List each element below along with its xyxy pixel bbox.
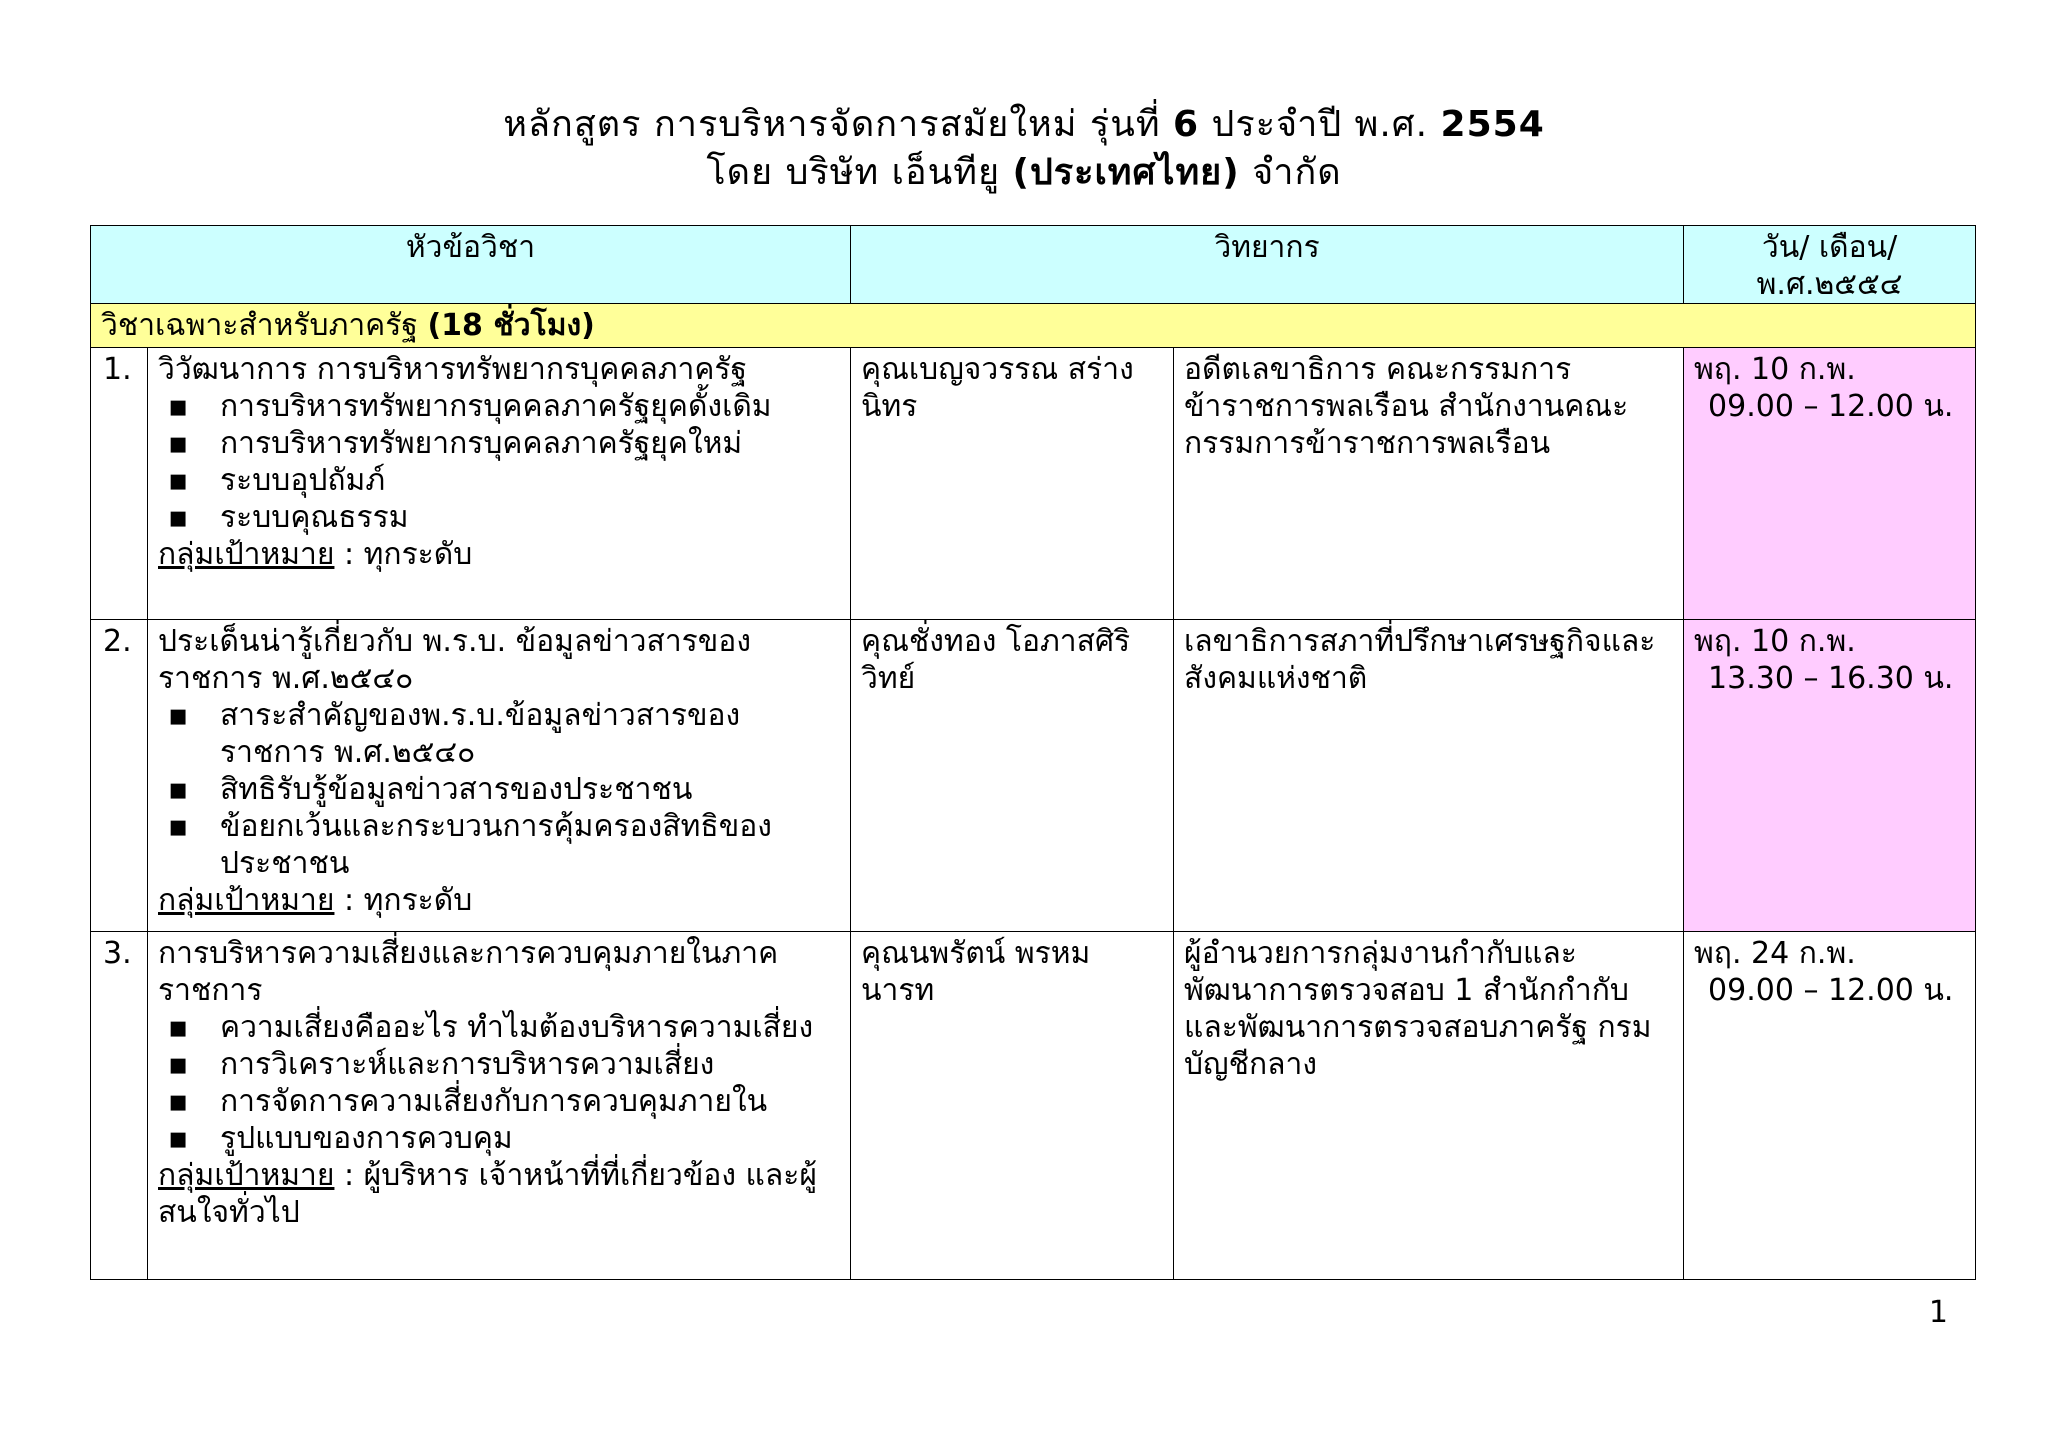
course-title: การบริหารความเสี่ยงและการควบคุมภายในภาคราชการ [158,936,779,1008]
section-hours: (18 [427,308,483,343]
session-datetime [1684,620,1976,932]
page-number: 1 [1928,1295,1948,1330]
topic-bullet [158,697,840,771]
topic-bullet [158,808,840,882]
topic-bullet [158,462,840,499]
course-topic [148,932,851,1280]
topic-bullet [158,1120,840,1157]
speaker-position: อดีตเลขาธิการ คณะกรรมการข้าราชการพลเรือน สำนักงานคณะกรรมการข้าราชการพลเรือน [1174,348,1684,620]
bullet-text: ระบบอุปถัมภ์ [220,463,386,498]
bullet-icon: ▪ [168,500,189,535]
course-topic [148,348,851,620]
header-row [91,226,1976,304]
target-value: : ผู้บริหาร เจ้าหน้าที่ที่เกี่ยวข้อง และผู้สนใจทั่วไป [158,1158,817,1230]
title-year: 2554 [1440,104,1545,145]
schedule-table [90,225,1976,1280]
bullet-icon: ▪ [168,463,189,498]
target-group [158,536,840,573]
topic-bullet [158,1046,840,1083]
course-number: 2. [91,620,148,932]
topic-bullet [158,425,840,462]
title-generation: 6 [1173,104,1200,145]
bullet-icon: ▪ [168,772,189,807]
topic-bullet [158,499,840,536]
speaker-position: ผู้อำนวยการกลุ่มงานกำกับและพัฒนาการตรวจสอบ 1 สำนักกำกับและพัฒนาการตรวจสอบภาครัฐ กรมบัญชีกลาง [1174,932,1684,1280]
subtitle-suffix: จำกัด [1239,152,1342,193]
session-time: 09.00 – 12.00 น. [1708,973,1954,1008]
course-topic [148,620,851,932]
section-text: วิชาเฉพาะสำหรับภาครัฐ [101,308,428,343]
session-date: พฤ. 24 ก.พ. [1694,936,1856,971]
bullet-text: การบริหารทรัพยากรบุคคลภาครัฐยุคดั้งเดิม [220,389,772,424]
speaker-position: เลขาธิการสภาที่ปรึกษาเศรษฐกิจและสังคมแห่งชาติ [1174,620,1684,932]
bullet-text: การจัดการความเสี่ยงกับการควบคุมภายใน [220,1084,768,1119]
course-row [91,348,1976,620]
header-speaker: วิทยากร [851,226,1684,304]
bullet-icon: ▪ [168,1010,189,1045]
course-row [91,620,1976,932]
course-number: 3. [91,932,148,1280]
title-text-mid: ประจำปี พ.ศ. [1199,104,1441,145]
subtitle-text: โดย บริษัท เอ็นทียู [706,152,1013,193]
bullet-text: ความเสี่ยงคืออะไร ทำไมต้องบริหารความเสี่ยง [220,1010,814,1045]
subtitle-bold: (ประเทศไทย) [1012,152,1240,193]
topic-bullet [158,771,840,808]
bullet-text: ระบบคุณธรรม [220,500,409,535]
bullet-text: สิทธิรับรู้ข้อมูลข่าวสารของประชาชน [220,772,693,807]
topic-bullet [158,1083,840,1120]
bullet-icon: ▪ [168,389,189,424]
target-label: กลุ่มเป้าหมาย [158,537,335,572]
section-row [91,304,1976,348]
bullet-icon: ▪ [168,1121,189,1156]
bullet-text: รูปแบบของการควบคุม [220,1121,513,1156]
bullet-text: สาระสำคัญของพ.ร.บ.ข้อมูลข่าวสารของราชการ พ.ศ.๒๕๔๐ [220,698,741,770]
bullet-text: การวิเคราะห์และการบริหารความเสี่ยง [220,1047,715,1082]
course-row [91,932,1976,1280]
session-datetime [1684,932,1976,1280]
target-value: : ทุกระดับ [334,537,473,572]
target-label: กลุ่มเป้าหมาย [158,1158,335,1193]
bullet-icon: ▪ [168,1084,189,1119]
section-title [91,304,1976,348]
session-datetime [1684,348,1976,620]
bullet-icon: ▪ [168,809,189,844]
speaker-name: คุณชั่งทอง โอภาสศิริวิทย์ [851,620,1174,932]
topic-bullet [158,388,840,425]
target-value: : ทุกระดับ [334,883,473,918]
target-label: กลุ่มเป้าหมาย [158,883,335,918]
document-subtitle [0,143,2048,200]
speaker-name: คุณเบญจวรรณ สร่างนิทร [851,348,1174,620]
section-hours-unit: ชั่วโมง) [482,308,595,343]
bullet-icon: ▪ [168,698,189,733]
session-date: พฤ. 10 ก.พ. [1694,624,1856,659]
header-date: วัน/ เดือน/ พ.ศ.๒๕๕๔ [1684,226,1976,304]
course-title: ประเด็นน่ารู้เกี่ยวกับ พ.ร.บ. ข้อมูลข่าวสารของราชการ พ.ศ.๒๕๔๐ [158,624,751,696]
header-topic: หัวข้อวิชา [91,226,851,304]
speaker-name: คุณนพรัตน์ พรหมนารท [851,932,1174,1280]
course-number: 1. [91,348,148,620]
session-time: 13.30 – 16.30 น. [1708,661,1954,696]
target-group [158,882,840,919]
bullet-icon: ▪ [168,426,189,461]
topic-bullet [158,1009,840,1046]
bullet-text: ข้อยกเว้นและกระบวนการคุ้มครองสิทธิของประชาชน [220,809,772,881]
title-text: หลักสูตร การบริหารจัดการสมัยใหม่ รุ่นที่ [503,104,1173,145]
target-group [158,1157,840,1231]
bullet-icon: ▪ [168,1047,189,1082]
session-time: 09.00 – 12.00 น. [1708,389,1954,424]
session-date: พฤ. 10 ก.พ. [1694,352,1856,387]
course-title: วิวัฒนาการ การบริหารทรัพยากรบุคคลภาครัฐ [158,352,748,387]
bullet-text: การบริหารทรัพยากรบุคคลภาครัฐยุคใหม่ [220,426,743,461]
